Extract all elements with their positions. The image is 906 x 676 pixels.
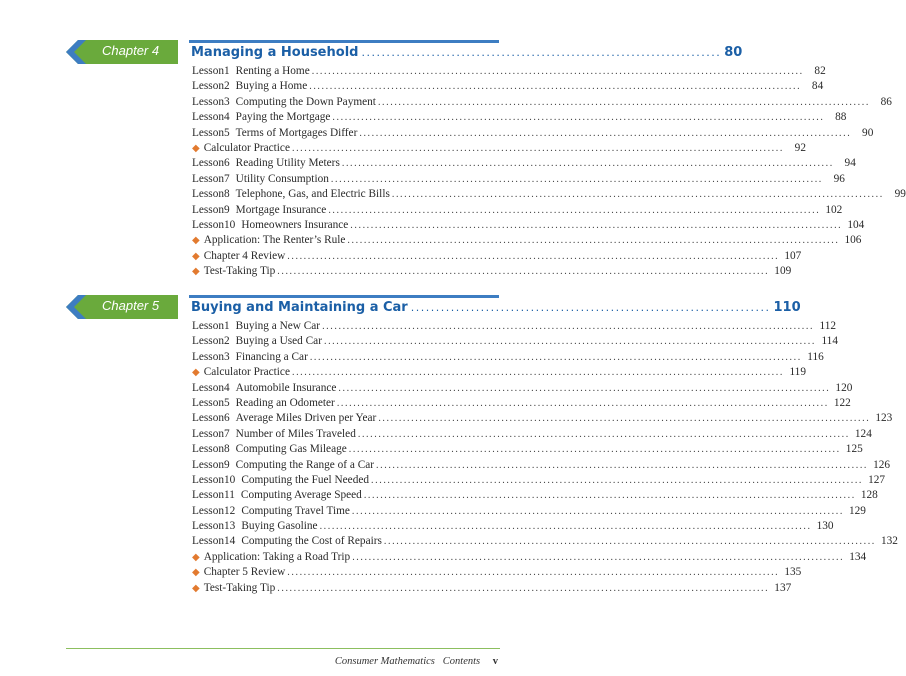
diamond-bullet-icon: ◆ [192,567,200,579]
diamond-bullet-icon: ◆ [192,235,200,247]
entry-page-number: 137 [774,581,792,594]
chapter-rule [189,295,499,298]
lesson-number: 1 [224,65,230,77]
entry-page-number: 99 [894,188,906,201]
entry-page-number: 104 [847,218,865,231]
entry-title: Reading Utility Meters [235,157,340,170]
toc-lesson-entry[interactable] [192,64,826,79]
leader-dots: ........................................................................................................................ [309,351,802,363]
entry-title: Computing the Cost of Repairs [241,535,382,548]
lesson-number: 11 [224,489,235,502]
lesson-number: 12 [224,504,236,517]
entry-page-number: 84 [811,80,824,93]
toc-lesson-entry[interactable] [192,534,898,549]
leader-dots: ........................................................................................................................ [371,474,864,486]
leader-dots: ........................................................................................................................ [363,490,856,502]
toc-lesson-entry[interactable] [192,79,824,94]
lesson-number: 8 [224,443,230,456]
entry-page-number: 127 [868,473,886,486]
leader-dots: ........................................................................ [361,46,722,59]
toc-lesson-entry[interactable] [192,427,872,442]
lesson-number: 7 [224,172,230,185]
lesson-label: Lesson [192,80,225,93]
leader-dots: ........................................................................................................................ [377,96,870,108]
lesson-label: Lesson [192,535,225,548]
lesson-number: 2 [224,80,230,93]
page-footer [335,656,498,667]
leader-dots: ........................................................................................................................ [378,413,871,425]
lesson-number: 5 [224,126,230,139]
lesson-label: Lesson [192,218,225,231]
leader-dots: ........................................................................................................................ [330,173,823,185]
diamond-bullet-icon: ◆ [192,367,200,379]
entry-page-number: 119 [789,366,806,379]
entry-title: Test-Taking Tip [203,581,276,594]
toc-lesson-entry[interactable] [192,519,834,534]
toc-feature-entry[interactable] [192,249,802,264]
leader-dots: ........................................................................................................................ [391,189,884,201]
toc-lesson-entry[interactable] [192,126,874,141]
entry-title: Calculator Practice [203,141,290,154]
diamond-bullet-icon: ◆ [192,142,200,154]
entry-page-number: 86 [880,95,892,108]
leader-dots: ........................................................................................................................ [322,321,815,332]
entry-title: Terms of Mortgages Differ [235,126,358,139]
entry-page-number: 132 [880,535,898,548]
lesson-number: 6 [224,157,230,170]
toc-lesson-entry[interactable] [192,156,856,171]
entry-title: Buying Gasoline [241,520,318,533]
lesson-number: 8 [224,188,230,201]
entry-title: Paying the Mortgage [235,111,331,124]
lesson-label: Lesson [192,111,225,124]
lesson-number: 5 [224,396,230,409]
leader-dots: ........................................................................................................................ [323,336,816,348]
lesson-label: Lesson [192,504,225,517]
chapter-entries [192,64,906,279]
entry-title: Computing Travel Time [241,504,350,517]
entry-title: Buying a New Car [235,320,321,332]
entry-title: Computing the Range of a Car [235,458,375,471]
toc-lesson-entry[interactable] [192,319,837,334]
entry-page-number: 124 [854,427,872,440]
lesson-number: 3 [224,95,230,108]
entry-page-number: 114 [821,335,838,348]
leader-dots: ........................................................................................................................ [287,250,780,262]
diamond-bullet-icon: ◆ [192,266,200,278]
chapter-title-row[interactable] [191,300,801,318]
leader-dots: ........................................................................................................................ [383,536,876,548]
diamond-bullet-icon: ◆ [192,582,200,594]
toc-feature-entry[interactable] [192,565,802,580]
entry-page-number: 90 [862,126,874,139]
toc-lesson-entry[interactable] [192,350,824,365]
entry-title: Application: The Renter’s Rule [203,234,346,247]
entry-page-number: 96 [833,172,845,185]
lesson-label: Lesson [192,381,225,394]
lesson-number: 10 [224,218,236,231]
entry-title: Buying a Home [235,80,308,93]
chapter-tab-label: Chapter 4 [102,43,160,58]
lesson-number: 1 [224,320,230,332]
lesson-label: Lesson [192,172,225,185]
entry-title: Homeowners Insurance [241,218,349,231]
entry-title: Telephone, Gas, and Electric Bills [235,188,390,201]
leader-dots: ........................................................................................................................ [341,158,834,170]
toc-lesson-entry[interactable] [192,334,838,349]
toc-feature-entry[interactable] [192,233,862,248]
lesson-number: 9 [224,203,230,216]
toc-lesson-entry[interactable] [192,110,847,125]
toc-lesson-entry[interactable] [192,458,891,473]
lesson-label: Lesson [192,458,225,471]
lesson-label: Lesson [192,126,225,139]
entry-title: Computing the Down Payment [235,95,376,108]
entry-page-number: 88 [835,111,847,124]
leader-dots: ........................................................................................................................ [348,444,841,456]
leader-dots: ........................................................................................................................ [350,219,843,231]
entry-page-number: 129 [848,504,866,517]
toc-lesson-entry[interactable] [192,488,878,503]
lesson-number: 9 [224,458,230,471]
entry-page-number: 94 [844,157,856,170]
entry-page-number: 112 [819,320,837,332]
leader-dots: ........................................................................................................................ [352,551,845,563]
lesson-label: Lesson [192,489,225,502]
footer-section: Contents [442,656,481,667]
toc-feature-entry[interactable] [192,550,867,565]
toc-lesson-entry[interactable] [192,203,843,218]
entry-title: Number of Miles Traveled [235,427,356,440]
entry-title: Automobile Insurance [235,381,337,394]
lesson-label: Lesson [192,65,225,77]
chapter-title: Buying and Maintaining a Car [191,300,408,315]
toc-lesson-entry[interactable] [192,442,863,457]
leader-dots: ........................................................................................................................ [291,367,784,379]
toc-lesson-entry[interactable] [192,381,853,396]
toc-feature-entry[interactable] [192,264,792,279]
lesson-label: Lesson [192,188,225,201]
entry-page-number: 82 [814,65,826,77]
leader-dots: ........................................................................................................................ [336,397,829,409]
toc-lesson-entry[interactable] [192,218,865,233]
leader-dots: ........................................................................................................................ [376,459,869,471]
chapter-rule [189,40,499,43]
toc-lesson-entry[interactable] [192,187,906,202]
entry-page-number: 130 [816,520,834,533]
chapter-tab [66,295,178,319]
entry-page-number: 102 [825,203,843,216]
lesson-label: Lesson [192,427,225,440]
entry-title: Calculator Practice [203,366,290,379]
entry-title: Chapter 5 Review [203,566,286,579]
lesson-label: Lesson [192,350,225,363]
diamond-bullet-icon: ◆ [192,551,200,563]
entry-page-number: 92 [794,141,806,154]
toc-lesson-entry[interactable] [192,95,892,110]
entry-page-number: 109 [774,265,792,278]
lesson-label: Lesson [192,320,225,332]
lesson-label: Lesson [192,473,225,486]
leader-dots: ........................................................................................................................ [291,142,784,154]
leader-dots: ........................................................................ [410,301,771,314]
toc-lesson-entry[interactable] [192,504,866,519]
entry-title: Renting a Home [235,65,310,77]
chapter-page: 80 [724,45,743,60]
entry-title: Average Miles Driven per Year [235,412,377,425]
entry-page-number: 122 [833,396,851,409]
leader-dots: ........................................................................................................................ [359,127,852,139]
entry-title: Computing Gas Mileage [235,443,347,456]
lesson-number: 13 [224,520,236,533]
lesson-label: Lesson [192,95,225,108]
entry-title: Reading an Odometer [235,396,335,409]
footer-book-title: Consumer Mathematics [334,656,435,667]
entry-page-number: 107 [784,249,802,262]
lesson-number: 4 [224,381,230,394]
lesson-number: 14 [224,535,236,548]
entry-page-number: 125 [845,443,863,456]
toc-feature-entry[interactable] [192,581,792,596]
leader-dots: ........................................................................................................................ [332,112,825,124]
chapter-tab [66,40,178,64]
entry-page-number: 128 [860,489,878,502]
toc-lesson-entry[interactable] [192,411,893,426]
leader-dots: ........................................................................................................................ [347,235,840,247]
entry-page-number: 126 [873,458,891,471]
entry-page-number: 123 [875,412,893,425]
entry-page-number: 116 [807,350,824,363]
chapter-title: Managing a Household [191,45,359,60]
chapter-tab-label: Chapter 5 [102,298,160,313]
leader-dots: ........................................................................................................................ [328,204,821,216]
lesson-number: 3 [224,350,230,363]
lesson-label: Lesson [192,412,225,425]
entry-title: Application: Taking a Road Trip [203,550,351,563]
toc-lesson-entry[interactable] [192,396,851,411]
diamond-bullet-icon: ◆ [192,250,200,262]
toc-feature-entry[interactable] [192,141,806,156]
lesson-label: Lesson [192,520,225,533]
entry-title: Computing Average Speed [240,489,362,502]
chapter-title-row[interactable] [191,45,743,63]
toc-feature-entry[interactable] [192,365,806,380]
lesson-label: Lesson [192,157,225,170]
footer-rule [66,648,500,649]
entry-page-number: 135 [784,566,802,579]
lesson-label: Lesson [192,335,225,348]
lesson-number: 6 [224,412,230,425]
leader-dots: ........................................................................................................................ [319,521,812,533]
lesson-number: 7 [224,427,230,440]
leader-dots: ........................................................................................................................ [357,428,850,440]
lesson-label: Lesson [192,443,225,456]
toc-lesson-entry[interactable] [192,473,886,488]
leader-dots: ........................................................................................................................ [338,382,831,394]
chapter-entries [192,319,898,596]
lesson-number: 4 [224,111,230,124]
entry-title: Chapter 4 Review [203,249,286,262]
leader-dots: ........................................................................................................................ [277,582,770,594]
entry-page-number: 106 [844,234,862,247]
leader-dots: ........................................................................................................................ [311,66,804,77]
lesson-label: Lesson [192,203,225,216]
leader-dots: ........................................................................................................................ [309,81,802,93]
leader-dots: ........................................................................................................................ [287,567,780,579]
leader-dots: ........................................................................................................................ [277,266,770,278]
entry-title: Test-Taking Tip [203,265,276,278]
entry-title: Mortgage Insurance [235,203,327,216]
footer-page-number: v [492,656,498,667]
entry-title: Utility Consumption [235,172,329,185]
lesson-number: 2 [224,335,230,348]
toc-lesson-entry[interactable] [192,172,845,187]
lesson-label: Lesson [192,396,225,409]
entry-page-number: 120 [835,381,853,394]
leader-dots: ........................................................................................................................ [351,505,844,517]
chapter-page: 110 [773,300,801,315]
entry-title: Buying a Used Car [235,335,322,348]
entry-page-number: 134 [849,550,867,563]
lesson-number: 10 [224,473,236,486]
entry-title: Computing the Fuel Needed [241,473,370,486]
entry-title: Financing a Car [235,350,308,363]
